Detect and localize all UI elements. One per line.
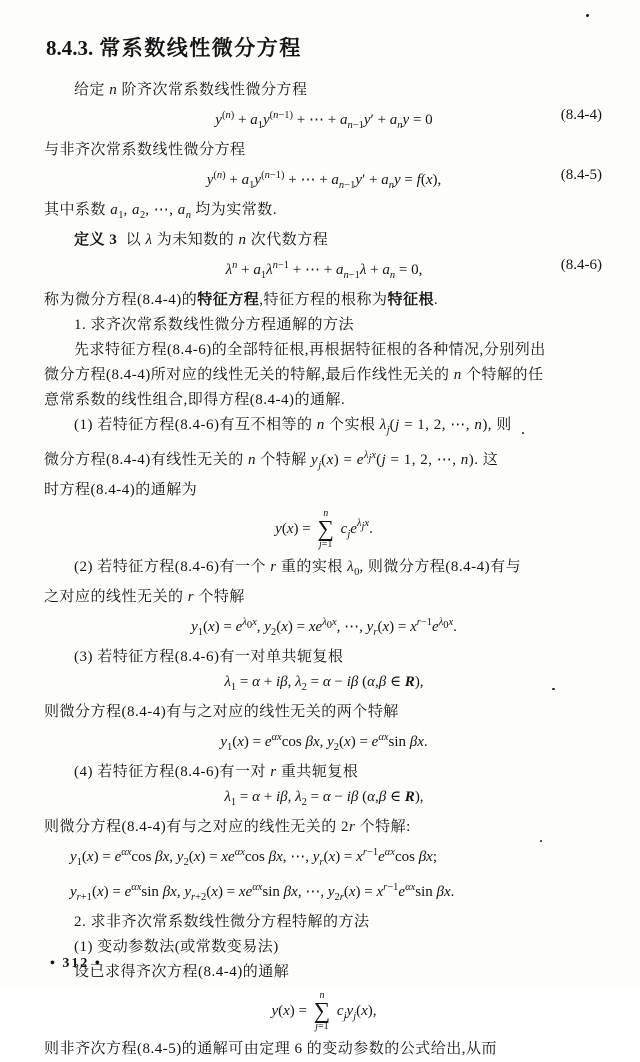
formula: $\lambda^n + a_1\lambda^{n-1}$ + ⋯ + $a_{n-1}\lambda + a_n = 0$, [225,260,423,281]
text-line [44,1037,604,1062]
text-line [44,760,604,785]
page-number: • 312 • [50,956,102,971]
formula-line [44,725,604,760]
text-line [44,288,604,313]
text-line [44,478,604,503]
page-body [44,78,604,1062]
text: 1. 求齐次常系数线性微分方程通解的方法 [74,317,355,333]
formula-line [44,985,604,1037]
formula: $y_{r+1}(x) = e^{\alpha x}\sin$ βx, $y_{r+2}(x) = xe^{\alpha x}\sin$ βx, ⋯, $y_{2r}(x) = x^{r-1}e^{\alpha x}\sin$ βx. [70,882,455,903]
text-line [44,413,604,443]
text-line [44,935,604,960]
text: (4) 若特征方程(8.4-6)有一对 r 重共轭复根 [74,764,359,780]
formula: $y^{(n)} + a_1y^{(n-1)}$ + ⋯ + $a_{n-1}y' + a_ny = f(x)$, [206,170,442,191]
text: 先求特征方程(8.4-6)的全部特征根,再根据特征根的各种情况,分别列出 [74,342,546,358]
text: 时方程(8.4-4)的通解为 [44,482,198,498]
text: (1) 变动参数法(或常数变易法) [74,939,279,955]
formula-line [44,840,604,875]
equation-tag: (8.4-4) [560,107,602,123]
section-title: 常系数线性微分方程 [99,36,302,60]
page-footer [50,956,102,972]
text: 之对应的线性无关的 r 个特解 [44,589,245,605]
text: (2) 若特征方程(8.4-6)有一个 r 重的实根 $\lambda_0$, 则微分方程(8.4-4)有与 [74,559,522,578]
formula: $y^{(n)} + a_1y^{(n-1)}$ + ⋯ + $a_{n-1}y' + a_ny = 0$ [215,110,433,131]
formula-line [44,875,604,910]
formula: $y_1(x) = e^{\alpha x}\cos$ βx, $y_2(x) = e^{\alpha x}\sin$ βx. [220,732,428,753]
text: 意常系数的线性组合,即得方程(8.4-4)的通解. [44,392,346,408]
text: 微分方程(8.4-4)所对应的线性无关的特解,最后作线性无关的 n 个特解的任 [44,367,544,383]
text-line [44,443,604,478]
section-heading [46,32,604,62]
equation-tag: (8.4-6) [560,257,602,273]
text-line [44,338,604,363]
text-line [44,645,604,670]
text-line [44,313,604,338]
formula: y(x) = n ∑ j=1 $c_je^{\lambda_jx}$. [275,507,373,551]
text: 则非齐次方程(8.4-5)的通解可由定理 6 的变动参数的公式给出,从而 [44,1041,497,1057]
text: 给定 n 阶齐次常系数线性微分方程 [74,82,308,98]
text: 设已求得齐次方程(8.4-4)的通解 [74,964,290,980]
text: 2. 求非齐次常系数线性微分方程特解的方法 [74,914,370,930]
text: 则微分方程(8.4-4)有与之对应的线性无关的两个特解 [44,704,399,720]
formula-line [44,785,604,815]
text: 则微分方程(8.4-4)有与之对应的线性无关的 2r 个特解: [44,819,411,835]
formula-line [44,103,604,138]
text: 称为微分方程(8.4-4)的特征方程,特征方程的根称为特征根. [44,292,439,308]
formula-line [44,670,604,700]
text: 微分方程(8.4-4)有线性无关的 n 个特解 $y_j(x) = e^{\lambda_jx}(j = 1$, 2, ⋯, n). 这 [44,450,499,471]
text-line [44,555,604,585]
formula-line [44,610,604,645]
text: (3) 若特征方程(8.4-6)有一对单共轭复根 [74,649,344,665]
text: 与非齐次常系数线性微分方程 [44,142,246,158]
text-line [44,78,604,103]
scan-speck [586,14,589,17]
text-line [44,228,604,253]
text-line [44,198,604,228]
formula: $y_1(x) = e^{\alpha x}\cos$ βx, $y_2(x) = xe^{\alpha x}\cos$ βx, ⋯, $y_r(x) = x^{r-1}e^{\alpha x}\cos$ βx; [70,847,437,868]
formula: y(x) = n ∑ j=1 $c_jy_j(x)$, [271,989,377,1033]
formula: $y_1(x) = e^{\lambda_0x}$, $y_2(x) = xe^{\lambda_0x}$, ⋯, $y_r(x) = x^{r-1}e^{\lambda_0x}$. [191,617,457,638]
section-number: 8.4.3. [46,36,94,60]
formula: $\lambda_1 = \alpha + i\beta$, $\lambda_2 = \alpha - i\beta$ (α,β ∈ R), [224,674,424,693]
text-line [44,700,604,725]
equation-tag: (8.4-5) [560,167,602,183]
text: 定义 3 以 λ 为未知数的 n 次代数方程 [74,232,329,248]
formula-line [44,503,604,555]
text: 其中系数 $a_1$, $a_2$, ⋯, $a_n$ 均为实常数. [44,202,278,221]
formula: $\lambda_1 = \alpha + i\beta$, $\lambda_2 = \alpha - i\beta$ (α,β ∈ R), [224,789,424,808]
text-line [44,585,604,610]
text: (1) 若特征方程(8.4-6)有互不相等的 n 个实根 $\lambda_j(j = 1$, 2, ⋯, n), 则 [74,417,512,436]
formula-line [44,163,604,198]
text-line [44,815,604,840]
text-line [44,363,604,388]
text-line [44,960,604,985]
text-line [44,388,604,413]
text-line [44,138,604,163]
formula-line [44,253,604,288]
text-line [44,910,604,935]
